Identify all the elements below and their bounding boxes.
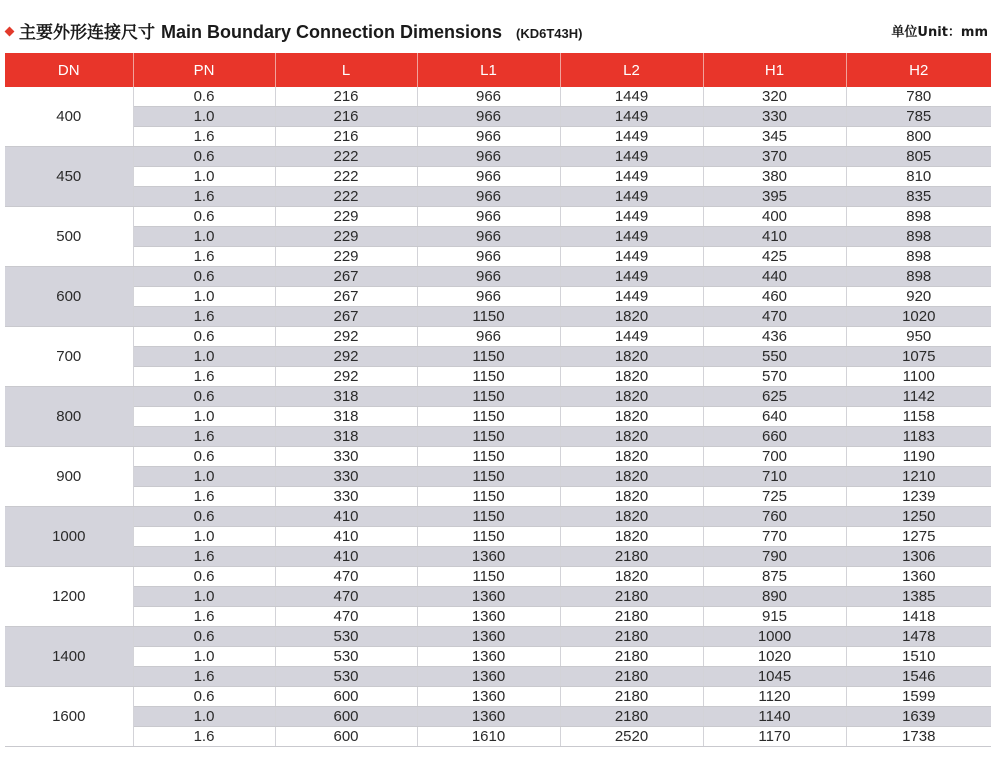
table-row	[5, 247, 991, 267]
table-row	[5, 587, 991, 607]
h1-cell: 570	[703, 367, 846, 387]
table-header-row	[5, 53, 991, 87]
h1-cell: 710	[703, 467, 846, 487]
h2-cell: 1239	[846, 487, 991, 507]
l-cell: 292	[275, 347, 417, 367]
h2-cell: 1546	[846, 667, 991, 687]
l1-cell: 1150	[417, 347, 560, 367]
l1-cell: 1150	[417, 387, 560, 407]
h1-cell: 1120	[703, 687, 846, 707]
pn-cell: 0.6	[133, 627, 275, 647]
h1-cell: 320	[703, 87, 846, 107]
h1-cell: 395	[703, 187, 846, 207]
l-cell: 267	[275, 267, 417, 287]
l1-cell: 1360	[417, 647, 560, 667]
dn-cell: 1400	[5, 627, 133, 687]
h1-cell: 550	[703, 347, 846, 367]
l2-cell: 1820	[560, 487, 703, 507]
column-header-pn: PN	[133, 53, 275, 87]
h1-cell: 470	[703, 307, 846, 327]
column-header-l: L	[275, 53, 417, 87]
h1-cell: 660	[703, 427, 846, 447]
l2-cell: 1820	[560, 367, 703, 387]
h1-cell: 915	[703, 607, 846, 627]
l-cell: 216	[275, 87, 417, 107]
h2-cell: 898	[846, 207, 991, 227]
h2-cell: 1210	[846, 467, 991, 487]
h2-cell: 1385	[846, 587, 991, 607]
l-cell: 600	[275, 727, 417, 747]
l2-cell: 1820	[560, 427, 703, 447]
h1-cell: 1045	[703, 667, 846, 687]
dimensions-table	[5, 53, 991, 747]
h1-cell: 725	[703, 487, 846, 507]
l1-cell: 966	[417, 207, 560, 227]
dn-cell: 450	[5, 147, 133, 207]
h1-cell: 440	[703, 267, 846, 287]
l-cell: 410	[275, 507, 417, 527]
table-row	[5, 327, 991, 347]
h2-cell: 805	[846, 147, 991, 167]
h2-cell: 898	[846, 247, 991, 267]
l1-cell: 966	[417, 267, 560, 287]
l2-cell: 1820	[560, 407, 703, 427]
h1-cell: 1140	[703, 707, 846, 727]
l2-cell: 1820	[560, 507, 703, 527]
h1-cell: 1000	[703, 627, 846, 647]
pn-cell: 0.6	[133, 87, 275, 107]
model-code: (KD6T43H)	[516, 26, 583, 41]
h2-cell: 1738	[846, 727, 991, 747]
l-cell: 600	[275, 687, 417, 707]
h1-cell: 625	[703, 387, 846, 407]
h2-cell: 898	[846, 227, 991, 247]
h1-cell: 380	[703, 167, 846, 187]
pn-cell: 0.6	[133, 387, 275, 407]
l1-cell: 966	[417, 327, 560, 347]
l1-cell: 1360	[417, 687, 560, 707]
l1-cell: 966	[417, 147, 560, 167]
l-cell: 530	[275, 627, 417, 647]
table-body	[5, 87, 991, 747]
pn-cell: 1.6	[133, 547, 275, 567]
title-english: Main Boundary Connection Dimensions	[161, 22, 503, 42]
l1-cell: 966	[417, 227, 560, 247]
l2-cell: 1449	[560, 227, 703, 247]
h2-cell: 1360	[846, 567, 991, 587]
h1-cell: 790	[703, 547, 846, 567]
l2-cell: 2180	[560, 667, 703, 687]
pn-cell: 1.0	[133, 467, 275, 487]
h2-cell: 920	[846, 287, 991, 307]
l-cell: 222	[275, 147, 417, 167]
dn-cell: 1600	[5, 687, 133, 747]
h2-cell: 1100	[846, 367, 991, 387]
h1-cell: 770	[703, 527, 846, 547]
l2-cell: 2520	[560, 727, 703, 747]
l1-cell: 966	[417, 187, 560, 207]
table-row	[5, 427, 991, 447]
pn-cell: 1.0	[133, 347, 275, 367]
l-cell: 530	[275, 667, 417, 687]
h2-cell: 1599	[846, 687, 991, 707]
pn-cell: 1.0	[133, 227, 275, 247]
table-row	[5, 347, 991, 367]
dn-cell: 600	[5, 267, 133, 327]
l-cell: 318	[275, 387, 417, 407]
h1-cell: 890	[703, 587, 846, 607]
l1-cell: 966	[417, 87, 560, 107]
table-row	[5, 667, 991, 687]
l-cell: 318	[275, 407, 417, 427]
column-header-h1: H1	[703, 53, 846, 87]
l2-cell: 1449	[560, 187, 703, 207]
l2-cell: 2180	[560, 587, 703, 607]
h2-cell: 950	[846, 327, 991, 347]
table-row	[5, 487, 991, 507]
l1-cell: 1360	[417, 587, 560, 607]
l-cell: 267	[275, 307, 417, 327]
column-header-l2: L2	[560, 53, 703, 87]
l1-cell: 966	[417, 167, 560, 187]
l2-cell: 2180	[560, 627, 703, 647]
table-row	[5, 167, 991, 187]
column-header-dn: DN	[5, 53, 133, 87]
l-cell: 470	[275, 587, 417, 607]
table-row	[5, 467, 991, 487]
h2-cell: 800	[846, 127, 991, 147]
diamond-bullet-icon	[5, 27, 15, 37]
l2-cell: 1449	[560, 167, 703, 187]
l1-cell: 1150	[417, 527, 560, 547]
column-header-l1: L1	[417, 53, 560, 87]
h2-cell: 1250	[846, 507, 991, 527]
l-cell: 292	[275, 367, 417, 387]
table-row	[5, 687, 991, 707]
pn-cell: 0.6	[133, 567, 275, 587]
l-cell: 530	[275, 647, 417, 667]
l1-cell: 1150	[417, 467, 560, 487]
l1-cell: 1150	[417, 447, 560, 467]
pn-cell: 1.6	[133, 247, 275, 267]
table-row	[5, 707, 991, 727]
l-cell: 600	[275, 707, 417, 727]
h1-cell: 330	[703, 107, 846, 127]
l1-cell: 966	[417, 107, 560, 127]
title-block	[6, 18, 583, 43]
table-row	[5, 547, 991, 567]
table-row	[5, 87, 991, 107]
h2-cell: 1075	[846, 347, 991, 367]
pn-cell: 0.6	[133, 267, 275, 287]
table-row	[5, 567, 991, 587]
h2-cell: 1306	[846, 547, 991, 567]
l-cell: 229	[275, 227, 417, 247]
pn-cell: 0.6	[133, 447, 275, 467]
l2-cell: 1449	[560, 107, 703, 127]
l-cell: 410	[275, 527, 417, 547]
h2-cell: 1639	[846, 707, 991, 727]
page-header	[6, 18, 994, 46]
table-row	[5, 127, 991, 147]
l-cell: 330	[275, 487, 417, 507]
dn-cell: 900	[5, 447, 133, 507]
l2-cell: 1449	[560, 267, 703, 287]
pn-cell: 1.0	[133, 407, 275, 427]
l-cell: 222	[275, 167, 417, 187]
l1-cell: 1150	[417, 407, 560, 427]
table-row	[5, 407, 991, 427]
l-cell: 229	[275, 207, 417, 227]
l1-cell: 966	[417, 247, 560, 267]
l-cell: 292	[275, 327, 417, 347]
l1-cell: 1150	[417, 507, 560, 527]
unit-label: 单位Unit：mm	[891, 25, 988, 40]
h2-cell: 1510	[846, 647, 991, 667]
pn-cell: 1.6	[133, 307, 275, 327]
h2-cell: 835	[846, 187, 991, 207]
dn-cell: 1200	[5, 567, 133, 627]
pn-cell: 1.0	[133, 527, 275, 547]
pn-cell: 1.0	[133, 107, 275, 127]
l-cell: 330	[275, 447, 417, 467]
l2-cell: 1449	[560, 147, 703, 167]
l-cell: 267	[275, 287, 417, 307]
l2-cell: 1449	[560, 87, 703, 107]
pn-cell: 1.6	[133, 427, 275, 447]
h1-cell: 700	[703, 447, 846, 467]
pn-cell: 1.6	[133, 607, 275, 627]
h1-cell: 1020	[703, 647, 846, 667]
l2-cell: 2180	[560, 707, 703, 727]
pn-cell: 1.6	[133, 727, 275, 747]
l2-cell: 1820	[560, 467, 703, 487]
h2-cell: 1183	[846, 427, 991, 447]
l2-cell: 1820	[560, 527, 703, 547]
h2-cell: 1190	[846, 447, 991, 467]
h2-cell: 780	[846, 87, 991, 107]
h2-cell: 1142	[846, 387, 991, 407]
l1-cell: 1150	[417, 367, 560, 387]
l-cell: 216	[275, 127, 417, 147]
pn-cell: 0.6	[133, 207, 275, 227]
table-row	[5, 527, 991, 547]
l-cell: 222	[275, 187, 417, 207]
l-cell: 229	[275, 247, 417, 267]
dn-cell: 700	[5, 327, 133, 387]
dn-cell: 500	[5, 207, 133, 267]
l2-cell: 2180	[560, 547, 703, 567]
l2-cell: 1449	[560, 127, 703, 147]
pn-cell: 1.0	[133, 587, 275, 607]
l1-cell: 1360	[417, 707, 560, 727]
table-row	[5, 227, 991, 247]
h1-cell: 640	[703, 407, 846, 427]
l2-cell: 1820	[560, 387, 703, 407]
pn-cell: 1.6	[133, 667, 275, 687]
l-cell: 410	[275, 547, 417, 567]
pn-cell: 0.6	[133, 327, 275, 347]
table-row	[5, 307, 991, 327]
h2-cell: 810	[846, 167, 991, 187]
table-row	[5, 627, 991, 647]
pn-cell: 0.6	[133, 687, 275, 707]
table-row	[5, 447, 991, 467]
h1-cell: 760	[703, 507, 846, 527]
title-chinese: 主要外形连接尺寸	[19, 23, 155, 43]
pn-cell: 1.0	[133, 287, 275, 307]
table-row	[5, 387, 991, 407]
l2-cell: 2180	[560, 607, 703, 627]
l1-cell: 1150	[417, 307, 560, 327]
l1-cell: 966	[417, 287, 560, 307]
l1-cell: 966	[417, 127, 560, 147]
l1-cell: 1360	[417, 627, 560, 647]
h1-cell: 345	[703, 127, 846, 147]
h2-cell: 1275	[846, 527, 991, 547]
l2-cell: 1449	[560, 327, 703, 347]
pn-cell: 1.0	[133, 167, 275, 187]
table-row	[5, 147, 991, 167]
h2-cell: 785	[846, 107, 991, 127]
l-cell: 216	[275, 107, 417, 127]
dn-cell: 1000	[5, 507, 133, 567]
table-row	[5, 107, 991, 127]
l2-cell: 1820	[560, 307, 703, 327]
table-row	[5, 287, 991, 307]
table-row	[5, 607, 991, 627]
pn-cell: 1.0	[133, 647, 275, 667]
pn-cell: 0.6	[133, 507, 275, 527]
l-cell: 470	[275, 607, 417, 627]
l2-cell: 1449	[560, 207, 703, 227]
l1-cell: 1150	[417, 567, 560, 587]
h2-cell: 1478	[846, 627, 991, 647]
l2-cell: 1820	[560, 347, 703, 367]
dn-cell: 800	[5, 387, 133, 447]
l2-cell: 1449	[560, 247, 703, 267]
l-cell: 318	[275, 427, 417, 447]
h1-cell: 370	[703, 147, 846, 167]
table-row	[5, 207, 991, 227]
h1-cell: 875	[703, 567, 846, 587]
table-row	[5, 647, 991, 667]
h1-cell: 436	[703, 327, 846, 347]
l1-cell: 1360	[417, 667, 560, 687]
h2-cell: 1158	[846, 407, 991, 427]
h1-cell: 410	[703, 227, 846, 247]
table-row	[5, 507, 991, 527]
l1-cell: 1610	[417, 727, 560, 747]
h1-cell: 425	[703, 247, 846, 267]
l1-cell: 1150	[417, 487, 560, 507]
l-cell: 470	[275, 567, 417, 587]
h2-cell: 1418	[846, 607, 991, 627]
h1-cell: 1170	[703, 727, 846, 747]
h2-cell: 898	[846, 267, 991, 287]
dn-cell: 400	[5, 87, 133, 147]
table-row	[5, 187, 991, 207]
l1-cell: 1360	[417, 547, 560, 567]
pn-cell: 1.6	[133, 487, 275, 507]
table-row	[5, 367, 991, 387]
column-header-h2: H2	[846, 53, 991, 87]
h1-cell: 460	[703, 287, 846, 307]
pn-cell: 1.0	[133, 707, 275, 727]
l2-cell: 2180	[560, 647, 703, 667]
l2-cell: 1449	[560, 287, 703, 307]
table-row	[5, 267, 991, 287]
pn-cell: 1.6	[133, 367, 275, 387]
pn-cell: 0.6	[133, 147, 275, 167]
l2-cell: 2180	[560, 687, 703, 707]
table-row	[5, 727, 991, 747]
l-cell: 330	[275, 467, 417, 487]
h2-cell: 1020	[846, 307, 991, 327]
l1-cell: 1150	[417, 427, 560, 447]
h1-cell: 400	[703, 207, 846, 227]
pn-cell: 1.6	[133, 187, 275, 207]
pn-cell: 1.6	[133, 127, 275, 147]
l1-cell: 1360	[417, 607, 560, 627]
l2-cell: 1820	[560, 567, 703, 587]
l2-cell: 1820	[560, 447, 703, 467]
